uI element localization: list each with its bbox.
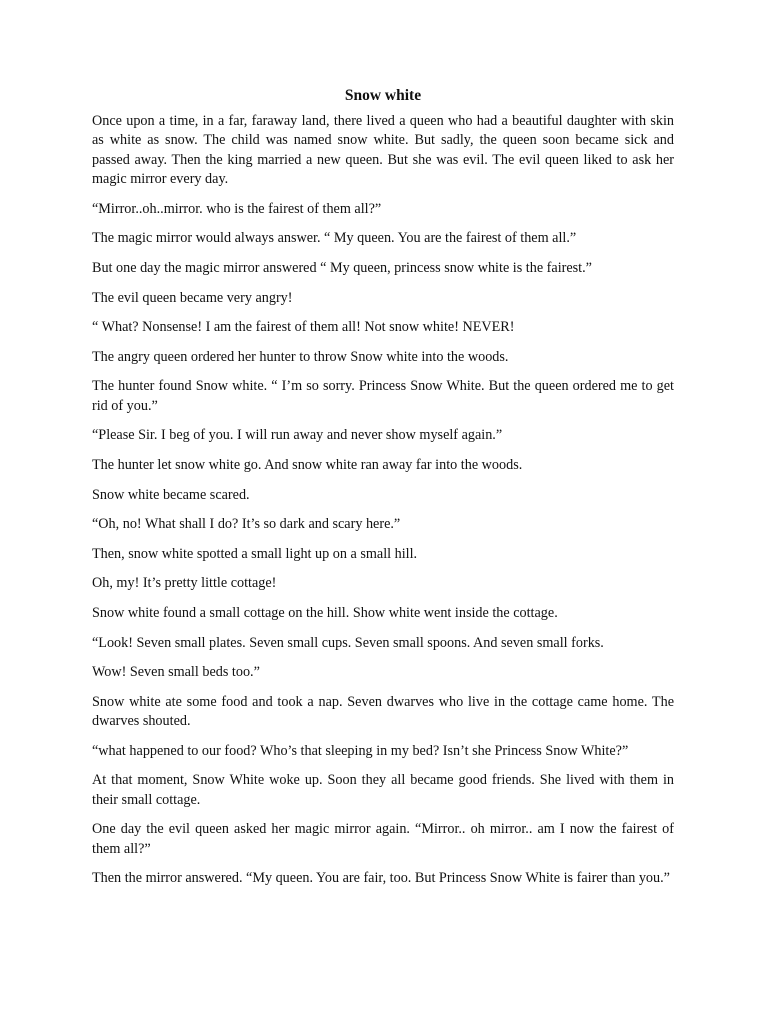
paragraph: But one day the magic mirror answered “ My queen, princess snow white is the fairest.” (92, 260, 592, 276)
paragraph: The hunter found Snow white. “ I’m so sorry. Princess Snow White. But the queen ordered me to get rid of you.” (92, 378, 674, 414)
paragraph: Wow! Seven small beds too.” (92, 664, 260, 681)
paragraph: Oh, my! It’s pretty little cottage! (92, 575, 277, 592)
paragraph: Snow white found a small cottage on the hill. Show white went inside the cottage. (92, 604, 558, 621)
paragraph: Snow white became scared. (92, 486, 250, 503)
paragraph: At that moment, Snow White woke up. Soon they all became good friends. She lived with them in their small cottage. (92, 772, 674, 808)
paragraph: “ What? Nonsense! I am the fairest of them all! Not snow white! NEVER! (92, 319, 515, 336)
document-title: Snow white (344, 87, 422, 104)
paragraph: “Look! Seven small plates. Seven small cups. Seven small spoons. And seven small forks. (92, 634, 604, 651)
paragraph: The evil queen became very angry! (92, 289, 293, 306)
paragraph: Once upon a time, in a far, faraway land, there lived a queen who had a beautiful daughter with skin as white as snow. The child was named snow white. But sadly, the queen soon became sick and passed away. Then the king married a new queen. But she was evil. The evil queen liked to ask her magic mirror every day. (92, 113, 674, 188)
paragraph: The angry queen ordered her hunter to throw Snow white into the woods. (92, 348, 509, 365)
paragraph: Snow white ate some food and took a nap. Seven dwarves who live in the cottage came home. The dwarves shouted. (92, 693, 674, 730)
paragraph: “Please Sir. I beg of you. I will run away and never show myself again.” (92, 427, 503, 444)
paragraph: One day the evil queen asked her magic mirror again. “Mirror.. oh mirror.. am I now the fairest of them all?” (92, 821, 674, 857)
paragraph: “what happened to our food? Who’s that sleeping in my bed? Isn’t she Princess Snow White?” (92, 742, 629, 759)
paragraph: The hunter let snow white go. And snow white ran away far into the woods. (92, 456, 523, 473)
paragraph: The magic mirror would always answer. “ My queen. You are the fairest of them all.” (92, 230, 577, 247)
paragraph: Then the mirror answered. “My queen. You are fair, too. But Princess Snow White is fairer than you.” (92, 870, 670, 887)
paragraph: Then, snow white spotted a small light up on a small hill. (92, 545, 418, 562)
paragraph: “Mirror..oh..mirror. who is the fairest of them all?” (92, 200, 382, 217)
document-page (92, 86, 674, 899)
paragraph: “Oh, no! What shall I do? It’s so dark and scary here.” (92, 516, 401, 533)
